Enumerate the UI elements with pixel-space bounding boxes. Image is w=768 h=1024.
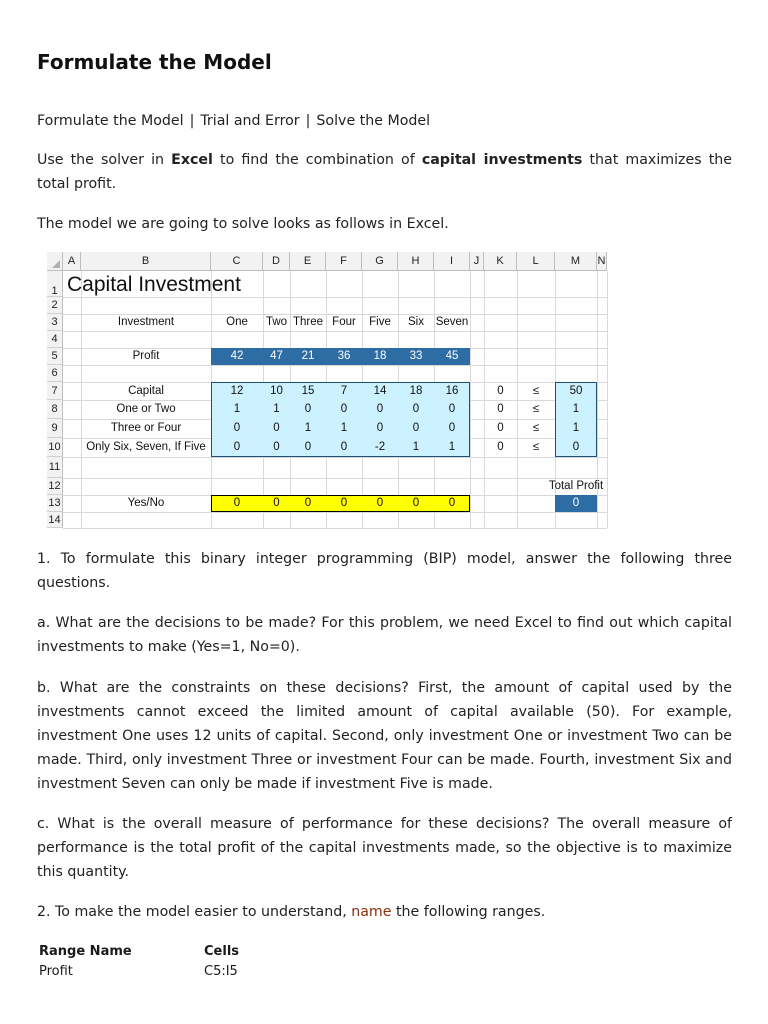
- gridline: [63, 365, 607, 366]
- intro-text: to find the combination of: [212, 152, 422, 168]
- row-header[interactable]: 11: [47, 457, 63, 478]
- gridline: [63, 512, 607, 513]
- model-paragraph: The model we are going to solve looks as follows in Excel.: [37, 216, 449, 232]
- investment-name: One: [226, 316, 248, 328]
- constraint-coefficient[interactable]: 0: [304, 441, 312, 453]
- intro-text: Use the solver in: [37, 152, 172, 168]
- constraint-coefficient[interactable]: 12: [230, 385, 244, 397]
- cells-header: Cells: [204, 944, 240, 959]
- constraint-coefficient[interactable]: 0: [376, 403, 384, 415]
- profit-value[interactable]: 42: [230, 350, 244, 362]
- row-header[interactable]: 9: [47, 419, 63, 438]
- row-header[interactable]: 12: [47, 478, 63, 495]
- investment-name: Six: [408, 316, 424, 328]
- constraint-coefficient[interactable]: 0: [448, 403, 456, 415]
- constraint-rhs-value[interactable]: 1: [572, 403, 580, 415]
- column-header[interactable]: F: [326, 252, 362, 271]
- constraint-coefficient[interactable]: 0: [233, 422, 241, 434]
- row-header[interactable]: 1: [47, 271, 63, 297]
- investment-name: Five: [369, 316, 391, 328]
- decision-cell[interactable]: 0: [412, 497, 420, 509]
- constraint-lhs[interactable]: 0: [497, 403, 504, 415]
- question-b: b. What are the constraints on these decisions? First, the amount of capital used by the investments cannot exceed the limited amount of capital available (50). For example, investment One uses 12 units of capital. Second, only investment One or investment Two can be made. Third, only investment Three or investment Four can be made. Fourth, investment Six and investment Seven can only be made if investment Five is made.: [37, 680, 732, 792]
- investment-name: Seven: [435, 316, 469, 328]
- constraint-coefficient[interactable]: -2: [374, 441, 386, 453]
- constraint-coefficient[interactable]: 0: [412, 422, 420, 434]
- question-2: [37, 900, 732, 924]
- constraint-sign: ≤: [532, 403, 540, 415]
- constraint-rhs-value[interactable]: 1: [572, 422, 580, 434]
- constraint-coefficient[interactable]: 15: [301, 385, 315, 397]
- intro-bold-excel: Excel: [171, 152, 213, 168]
- column-header[interactable]: M: [555, 252, 597, 271]
- nav-link-trial[interactable]: Trial and Error: [200, 113, 300, 129]
- profit-value[interactable]: 36: [337, 350, 351, 362]
- excel-screenshot: [47, 252, 607, 528]
- intro-text: that maximizes the total profit.: [37, 152, 732, 192]
- investment-name: Three: [292, 316, 324, 328]
- constraint-coefficient[interactable]: 0: [376, 422, 384, 434]
- nav-link-solve[interactable]: Solve the Model: [316, 113, 431, 129]
- row-header[interactable]: 8: [47, 400, 63, 419]
- profit-label: Profit: [132, 350, 160, 362]
- gridline: [63, 297, 607, 298]
- decision-cell[interactable]: 0: [304, 497, 312, 509]
- investment-label: Investment: [117, 316, 175, 328]
- constraint-sign: ≤: [532, 422, 540, 434]
- decision-cell[interactable]: 0: [273, 497, 280, 509]
- constraint-coefficient[interactable]: 10: [270, 385, 283, 397]
- constraint-coefficient[interactable]: 1: [340, 422, 348, 434]
- yesno-label: Yes/No: [127, 497, 165, 509]
- row-header[interactable]: 7: [47, 382, 63, 400]
- investment-name: Four: [332, 316, 356, 328]
- table-row: [39, 962, 339, 982]
- total-profit-label: Total Profit: [548, 480, 604, 492]
- constraint-lhs[interactable]: 0: [497, 385, 504, 397]
- column-header[interactable]: E: [290, 252, 326, 271]
- column-header[interactable]: A: [63, 252, 81, 271]
- constraint-coefficient[interactable]: 1: [273, 403, 280, 415]
- constraint-coefficient[interactable]: 7: [340, 385, 348, 397]
- range-name-table: [39, 942, 339, 982]
- constraint-coefficient[interactable]: 18: [409, 385, 423, 397]
- column-header[interactable]: C: [211, 252, 263, 271]
- constraint-label: One or Two: [116, 403, 176, 415]
- constraint-rhs-value[interactable]: 50: [569, 385, 583, 397]
- constraint-coefficient[interactable]: 16: [445, 385, 459, 397]
- row-header[interactable]: 6: [47, 365, 63, 382]
- intro-paragraph: [37, 148, 732, 196]
- range-table-header: [39, 942, 339, 962]
- nav-link-formulate[interactable]: Formulate the Model: [37, 113, 184, 129]
- decision-cell[interactable]: 0: [340, 497, 348, 509]
- decision-cell[interactable]: 0: [448, 497, 456, 509]
- decision-cell[interactable]: 0: [376, 497, 384, 509]
- investment-name: Two: [265, 316, 288, 328]
- profit-value[interactable]: 33: [409, 350, 423, 362]
- nav-separator: |: [189, 113, 195, 129]
- constraint-coefficient[interactable]: 14: [373, 385, 387, 397]
- row-header[interactable]: 2: [47, 297, 63, 314]
- profit-value[interactable]: 21: [301, 350, 315, 362]
- gridline: [63, 478, 607, 479]
- constraint-coefficient[interactable]: 0: [233, 441, 241, 453]
- profit-value[interactable]: 18: [373, 350, 387, 362]
- constraint-coefficient[interactable]: 1: [233, 403, 241, 415]
- constraint-coefficient[interactable]: 0: [340, 403, 348, 415]
- column-header[interactable]: J: [470, 252, 484, 271]
- row-header[interactable]: 10: [47, 438, 63, 457]
- column-header[interactable]: N: [597, 252, 607, 271]
- q2-text: the following ranges.: [391, 904, 546, 920]
- constraint-label: Three or Four: [110, 422, 182, 434]
- column-header[interactable]: I: [434, 252, 470, 271]
- range-name-cell: Profit: [39, 964, 73, 979]
- name-ranges-link[interactable]: name: [351, 904, 392, 920]
- constraint-coefficient[interactable]: 0: [448, 422, 456, 434]
- row-header[interactable]: 3: [47, 314, 63, 331]
- constraint-coefficient[interactable]: 1: [448, 441, 456, 453]
- sheet-title: Capital Investment: [67, 273, 241, 296]
- question-a: a. What are the decisions to be made? For this problem, we need Excel to find out which capital investments to make (Yes=1, No=0).: [37, 615, 732, 655]
- question-c: c. What is the overall measure of performance for these decisions? The overall measure of performance is the total profit of the capital investments made, so the objective is to maximize this quantity.: [37, 816, 732, 880]
- constraint-label: Capital: [128, 385, 164, 397]
- gridline: [63, 457, 607, 458]
- profit-value[interactable]: 47: [270, 350, 283, 362]
- question-1: 1. To formulate this binary integer programming (BIP) model, answer the following three questions.: [37, 551, 732, 591]
- row-header[interactable]: 14: [47, 512, 63, 528]
- constraint-sign: ≤: [532, 385, 540, 397]
- constraint-label: Only Six, Seven, If Five: [86, 441, 206, 453]
- row-header[interactable]: 5: [47, 348, 63, 365]
- constraint-lhs[interactable]: 0: [497, 422, 504, 434]
- column-header[interactable]: L: [517, 252, 555, 271]
- range-name-header: Range Name: [39, 944, 132, 959]
- profit-value[interactable]: 45: [445, 350, 459, 362]
- row-header[interactable]: 13: [47, 495, 63, 512]
- row-header[interactable]: 4: [47, 331, 63, 348]
- column-header[interactable]: H: [398, 252, 434, 271]
- sheet-corner: [47, 252, 63, 271]
- constraint-sign: ≤: [532, 441, 540, 453]
- constraint-coefficient[interactable]: 1: [412, 441, 420, 453]
- intro-bold-capital: capital investments: [421, 152, 583, 168]
- column-header[interactable]: D: [263, 252, 290, 271]
- column-header[interactable]: B: [81, 252, 211, 271]
- constraint-coefficient[interactable]: 0: [273, 441, 280, 453]
- decision-cell[interactable]: 0: [233, 497, 241, 509]
- constraint-coefficient[interactable]: 0: [304, 403, 312, 415]
- gridline: [63, 331, 607, 332]
- constraint-rhs-value[interactable]: 0: [572, 441, 580, 453]
- breadcrumb-nav: [37, 109, 732, 133]
- nav-separator: |: [305, 113, 311, 129]
- page-title: Formulate the Model: [37, 50, 272, 74]
- constraint-coefficient[interactable]: 0: [340, 441, 348, 453]
- constraint-coefficient[interactable]: 0: [412, 403, 420, 415]
- total-profit-cell[interactable]: 0: [555, 495, 597, 512]
- constraint-coefficient[interactable]: 1: [304, 422, 312, 434]
- q2-text: 2. To make the model easier to understand,: [37, 904, 352, 920]
- gridline: [63, 528, 607, 529]
- constraint-coefficient[interactable]: 0: [273, 422, 280, 434]
- column-header[interactable]: G: [362, 252, 398, 271]
- range-cells-cell: C5:I5: [204, 964, 238, 979]
- constraint-lhs[interactable]: 0: [497, 441, 504, 453]
- column-header[interactable]: K: [484, 252, 517, 271]
